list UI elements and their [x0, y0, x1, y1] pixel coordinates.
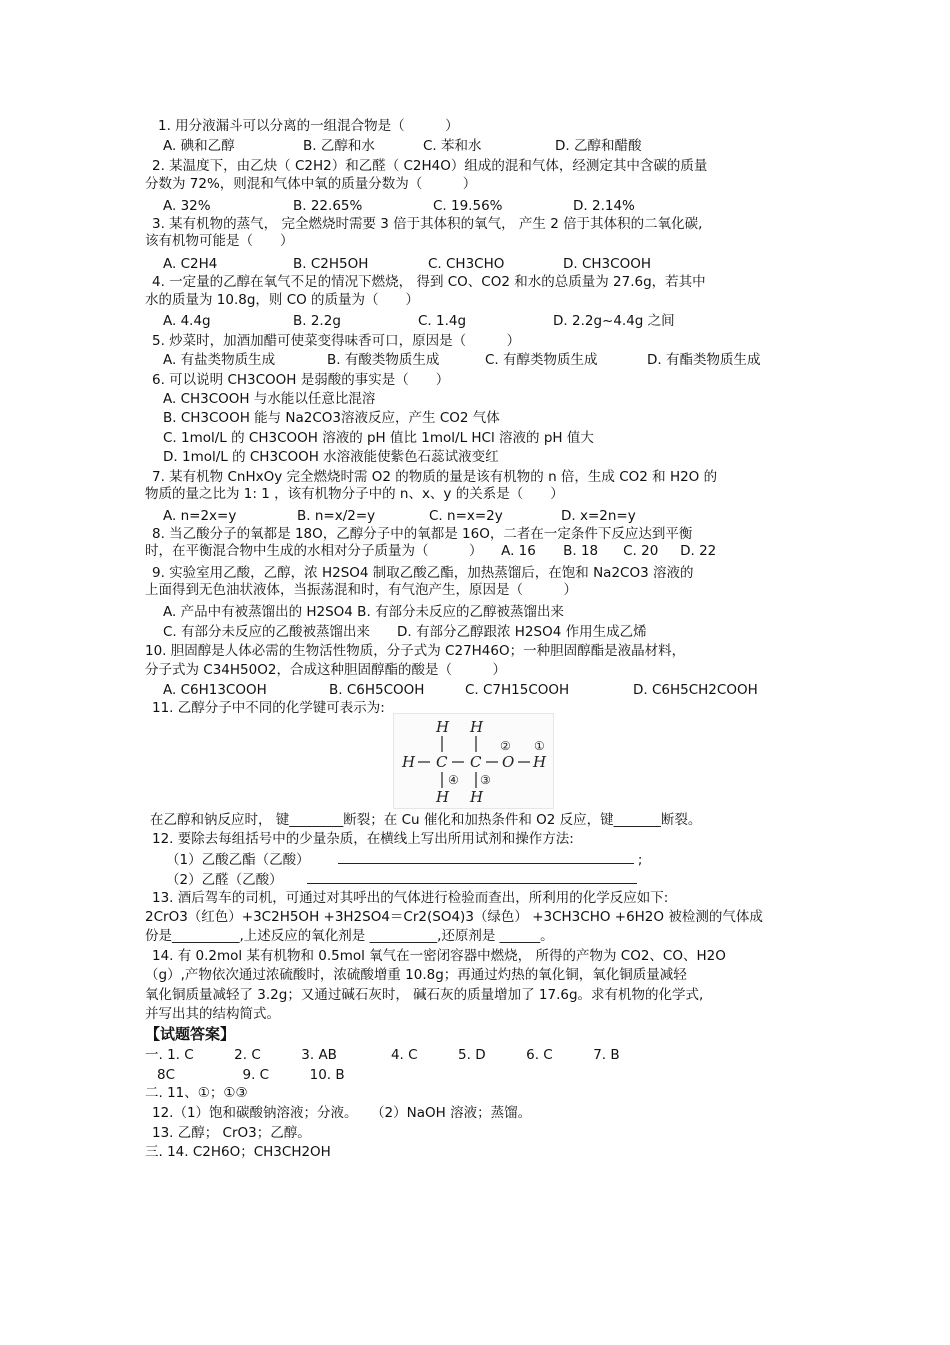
option-b: B. 22.65%	[293, 198, 363, 214]
q14-stem-line2: （g）,产物依次通过浓硫酸时，浓硫酸增重 10.8g；再通过灼热的氧化铜，氧化铜质量减轻	[145, 967, 687, 983]
option-d: D. 2.14%	[573, 198, 635, 214]
option-b: B. 18	[563, 543, 599, 559]
option-b: B. 乙醇和水	[303, 138, 375, 154]
q7-options	[163, 508, 636, 525]
option-b: B. n=x/2=y	[297, 508, 376, 524]
q12-item1-answer-blank[interactable]	[338, 851, 634, 864]
option-a: A. 有盐类物质生成	[163, 352, 276, 368]
option-a: A. 碘和乙醇	[163, 138, 235, 154]
q7-stem-line2: 物质的量之比为 1: 1 ，该有机物分子中的 n、x、y 的关系是（ ）	[145, 486, 564, 502]
q2-stem-line2: 分数为 72%，则混和气体中氧的质量分数为（ ）	[145, 176, 477, 192]
answers-row-4: 12.（1）饱和碳酸钠溶液；分液。 （2）NaOH 溶液；蒸馏。	[152, 1105, 532, 1121]
q10-stem-line2: 分子式为 C34H50O2，合成这种胆固醇酯的酸是（ ）	[145, 662, 506, 678]
q10-stem-line1: 10. 胆固醇是人体必需的生物活性物质，分子式为 C27H46O；一种胆固醇酯是液晶材料，	[145, 643, 686, 659]
bond-label-2: ②	[500, 739, 511, 753]
q8-stem-line2: 时，在平衡混合物中生成的水相对分子质量为（ ）	[145, 543, 483, 559]
q6-option-d: D. 1mol/L 的 CH3COOH 水溶液能使紫色石蕊试液变红	[163, 449, 499, 465]
q9-options-cd: C. 有部分未反应的乙酸被蒸馏出来 D. 有部分乙醇跟浓 H2SO4 作用生成乙烯	[163, 624, 647, 640]
q9-options-ab: A. 产品中有被蒸馏出的 H2SO4 B. 有部分未反应的乙醇被蒸馏出来	[163, 604, 565, 620]
ethanol-bond-diagram	[393, 713, 554, 809]
option-d: D. C6H5CH2COOH	[633, 682, 758, 698]
q6-option-c: C. 1mol/L 的 CH3COOH 溶液的 pH 值比 1mol/L HCl 溶液的 pH 值大	[163, 430, 594, 446]
atom-h-top-right: H	[470, 718, 484, 736]
q12-item1-row: （1）乙酸乙酯（乙酸） ;	[166, 852, 643, 868]
option-d: D. 乙醇和醋酸	[555, 138, 642, 154]
q10-options	[163, 682, 758, 699]
option-a: A. 16	[501, 543, 536, 559]
q3-stem-line2: 该有机物可能是（ ）	[145, 233, 294, 249]
option-d: D. 有酯类物质生成	[647, 352, 761, 368]
q3-stem-line1: 3. 某有机物的蒸气， 完全燃烧时需要 3 倍于其体积的氧气， 产生 2 倍于其体积的二氧化碳,	[152, 216, 703, 232]
q7-stem-line1: 7. 某有机物 CnHxOy 完全燃烧时需 O2 的物质的量是该有机物的 n 倍，生成 CO2 和 H2O 的	[152, 469, 718, 485]
atom-h-bottom-right: H	[470, 788, 484, 806]
option-d: D. 2.2g~4.4g 之间	[553, 313, 675, 329]
q2-stem-line1: 2. 某温度下，由乙炔（ C2H2）和乙醛（ C2H4O）组成的混和气体，经测定其中含碳的质量	[152, 158, 708, 174]
bond-label-4: ④	[448, 773, 459, 787]
q8-stem-line2-wrap	[145, 543, 716, 560]
q11-stem: 11. 乙醇分子中不同的化学键可表示为:	[152, 700, 385, 716]
q3-options	[163, 256, 651, 273]
atom-c-second: C	[470, 753, 482, 771]
q11-blank-line: 在乙醇和钠反应时， 键________断裂；在 Cu 催化和加热条件和 O2 反应，键_______断裂。	[150, 812, 702, 828]
option-a: A. C2H4	[163, 256, 218, 272]
option-a: A. C6H13COOH	[163, 682, 267, 698]
q4-stem-line1: 4. 一定量的乙醇在氧气不足的情况下燃烧， 得到 CO、CO2 和水的总质量为 27.6g，若其中	[152, 274, 706, 290]
option-c: C. C7H15COOH	[465, 682, 570, 698]
option-c: C. 有醇类物质生成	[485, 352, 598, 368]
option-c: C. n=x=2y	[429, 508, 503, 524]
q4-stem-line2: 水的质量为 10.8g，则 CO 的质量为（ ）	[145, 292, 420, 308]
answers-row-5: 13. 乙醇； CrO3；乙醇。	[152, 1125, 311, 1141]
q8-stem-line1: 8. 当乙酸分子的氧都是 18O，乙醇分子中的氧都是 16O，二者在一定条件下反应达到平衡	[152, 526, 693, 542]
q12-stem: 12. 要除去每组括号中的少量杂质，在横线上写出所用试剂和操作方法:	[152, 831, 574, 847]
q1-options	[163, 138, 641, 155]
q12-item2-row	[166, 871, 637, 889]
q12-item2-answer-blank[interactable]	[307, 871, 637, 884]
option-d: D. CH3COOH	[563, 256, 651, 272]
q14-stem-line3: 氧化铜质量减轻了 3.2g；又通过碱石灰时， 碱石灰的质量增加了 17.6g。求有机物的化学式,	[145, 987, 704, 1003]
answers-row-3: 二. 11、①；①③	[145, 1085, 248, 1101]
option-b: B. C2H5OH	[293, 256, 369, 272]
q5-options	[163, 352, 760, 369]
option-a: A. 4.4g	[163, 313, 211, 329]
answers-row-1: 一. 1. C 2. C 3. AB 4. C 5. D 6. C 7. B	[145, 1047, 620, 1063]
q13-stem-line2: 2CrO3（红色）+3C2H5OH +3H2SO4＝Cr2(SO4)3（绿色） +3CH3CHO +6H2O 被检测的气体成	[145, 909, 763, 925]
q13-stem-line3: 份是__________,上述反应的氧化剂是 __________,还原剂是 ______。	[145, 928, 554, 944]
option-d: D. 22	[680, 543, 717, 559]
q14-stem-line4: 并写出其的结构简式。	[145, 1006, 280, 1022]
option-c: C. 19.56%	[433, 198, 503, 214]
bond-label-1: ①	[534, 739, 545, 753]
answers-title: 【试题答案】	[145, 1025, 236, 1043]
option-c: C. 20	[623, 543, 659, 559]
option-c: C. CH3CHO	[428, 256, 505, 272]
q5-stem: 5. 炒菜时，加酒加醋可使菜变得味香可口，原因是（ ）	[152, 333, 521, 349]
option-a: A. 32%	[163, 198, 211, 214]
q1-stem: 1. 用分液漏斗可以分离的一组混合物是（ ）	[158, 118, 459, 134]
option-b: B. C6H5COOH	[329, 682, 425, 698]
option-b: B. 2.2g	[293, 313, 341, 329]
q12-item2: （2）乙醛（乙酸）	[166, 872, 283, 888]
option-b: B. 有酸类物质生成	[327, 352, 440, 368]
q13-stem-line1: 13. 酒后驾车的司机，可通过对其呼出的气体进行检验而查出，所利用的化学反应如下:	[152, 890, 669, 906]
q14-stem-line1: 14. 有 0.2mol 某有机物和 0.5mol 氧气在一密闭容器中燃烧， 所得的产物为 CO2、CO、H2O	[152, 948, 726, 964]
atom-h-bottom-left: H	[436, 788, 450, 806]
q6-option-a: A. CH3COOH 与水能以任意比混溶	[163, 391, 376, 407]
answers-row-2: 8C 9. C 10. B	[157, 1067, 345, 1083]
option-d: D. x=2n=y	[561, 508, 636, 524]
q6-option-b: B. CH3COOH 能与 Na2CO3溶液反应，产生 CO2 气体	[163, 410, 500, 426]
option-a: A. n=2x=y	[163, 508, 237, 524]
option-c: C. 苯和水	[423, 138, 482, 154]
answers-row-6: 三. 14. C2H6O；CH3CH2OH	[145, 1144, 331, 1160]
atom-h-left: H	[402, 753, 416, 771]
bond-label-3: ③	[480, 773, 491, 787]
q9-stem-line2: 上面得到无色油状液体，当振荡混和时，有气泡产生，原因是（ ）	[145, 582, 577, 598]
q12-item1: （1）乙酸乙酯（乙酸）	[166, 852, 310, 868]
atom-h-right: H	[533, 753, 547, 771]
q4-options	[163, 313, 675, 330]
q9-stem-line1: 9. 实验室用乙酸，乙醇，浓 H2SO4 制取乙酸乙酯，加热蒸馏后，在饱和 Na2CO3 溶液的	[152, 565, 694, 581]
atom-o: O	[502, 753, 515, 771]
q6-stem: 6. 可以说明 CH3COOH 是弱酸的事实是（ ）	[152, 372, 450, 388]
option-c: C. 1.4g	[418, 313, 467, 329]
atom-c-first: C	[436, 753, 448, 771]
atom-h-top-left: H	[436, 718, 450, 736]
q2-options	[163, 198, 635, 215]
